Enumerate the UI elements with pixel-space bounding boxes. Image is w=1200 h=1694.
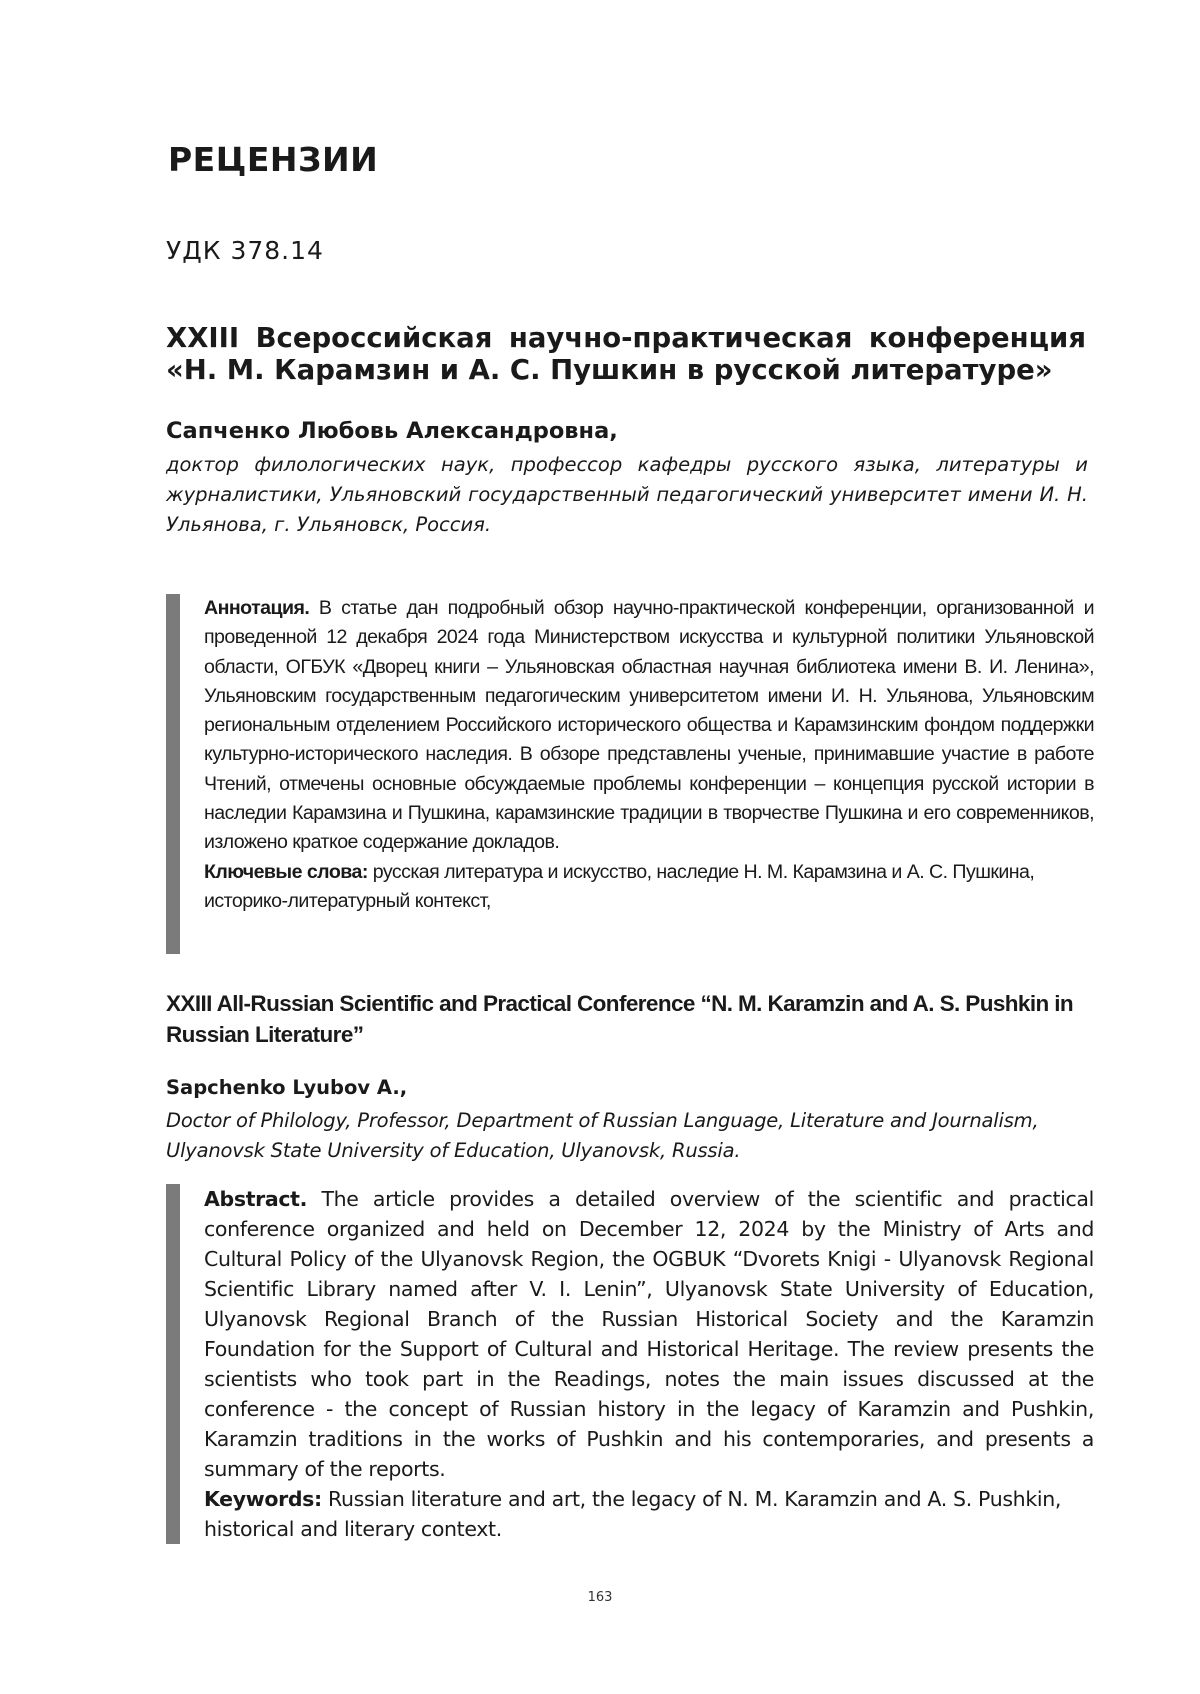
abstract-en-text: The article provides a detailed overview of the scientific and practical conference organized and held on December 12, 2024 by the Ministry of Arts and Cultural Policy of the Ulyanovsk Region, the OGBUK “Dvorets Knigi - Ulyanovsk Regional Scientific Library named after V. I. Lenin”, Ulyanovsk State University of Education, Ulyanovsk Regional Branch of the Russian Historical Society and the Karamzin Foundation for the Support of Cultural and Historical Heritage. The review presents the scientists who took part in the Readings, notes the main issues discussed at the conference - the concept of Russian history in the legacy of Karamzin and Pushkin, Karamzin traditions in the works of Pushkin and his contemporaries, and presents a summary of the reports. <box>204 1187 1094 1481</box>
keywords-en <box>204 1484 1094 1544</box>
section-heading: РЕЦЕНЗИИ <box>168 140 379 179</box>
author-name-ru: Сапченко Любовь Александровна, <box>166 418 618 444</box>
author-affiliation-en: Doctor of Philology, Professor, Department of Russian Language, Literature and Journalism, Ulyanovsk State University of Education, Ulyanovsk, Russia. <box>166 1109 1039 1162</box>
page-number: 163 <box>587 1590 613 1605</box>
abstract-ru-label: Аннотация. <box>204 597 310 619</box>
article-title-ru-line2: «Н. М. Карамзин и А. С. Пушкин в русской литературе» <box>166 354 1053 386</box>
article-title-ru-line1: XXIII Всероссийская научно-практическая конференция <box>166 322 1086 354</box>
abstract-en-block <box>166 1184 1094 1544</box>
article-title-ru <box>166 322 1086 386</box>
udc-code: УДК 378.14 <box>166 236 324 265</box>
abstract-ru <box>204 594 1094 858</box>
keywords-en-text: Russian literature and art, the legacy of N. M. Karamzin and A. S. Pushkin, historical and literary context. <box>204 1487 1061 1541</box>
abstract-en <box>204 1184 1094 1484</box>
keywords-ru-text: русская литература и искусство, наследие Н. М. Карамзина и А. С. Пушкина, историко-литературный контекст, <box>204 860 1035 912</box>
keywords-en-label: Keywords: <box>204 1487 322 1511</box>
abstract-ru-text: В статье дан подробный обзор научно-практической конференции, организованной и проведенной 12 декабря 2024 года Министерством искусства и культурной политики Ульяновской области, ОГБУК «Дворец книги – Ульяновская областная научная библиотека имени В. И. Ленина», Ульяновским государственным педагогическим университетом имени И. Н. Ульянова, Ульяновским региональным отделением Российского исторического общества и Карамзинским фондом поддержки культурно-исторического наследия. В обзоре представлены ученые, принимавшие участие в работе Чтений, отмечены основные обсуждаемые проблемы конференции – концепция русской истории в наследии Карамзина и Пушкина, карамзинские традиции в творчестве Пушкина и его современников, изложено краткое содержание докладов. <box>204 597 1094 854</box>
article-title-en: XXIII All-Russian Scientific and Practical Conference “N. M. Karamzin and A. S. Pushkin in Russian Literature” <box>166 991 1074 1047</box>
keywords-ru-label: Ключевые слова: <box>204 860 368 883</box>
abstract-ru-block <box>166 594 1094 954</box>
abstract-en-label: Abstract. <box>204 1187 308 1211</box>
keywords-ru <box>204 858 1094 917</box>
author-name-en: Sapchenko Lyubov A., <box>166 1076 408 1099</box>
author-affiliation-ru: доктор филологических наук, профессор кафедры русского языка, литературы и журналистики, Ульяновский государственный педагогический университет имени И. Н. Ульянова, г. Ульяновск, Россия. <box>166 453 1088 536</box>
